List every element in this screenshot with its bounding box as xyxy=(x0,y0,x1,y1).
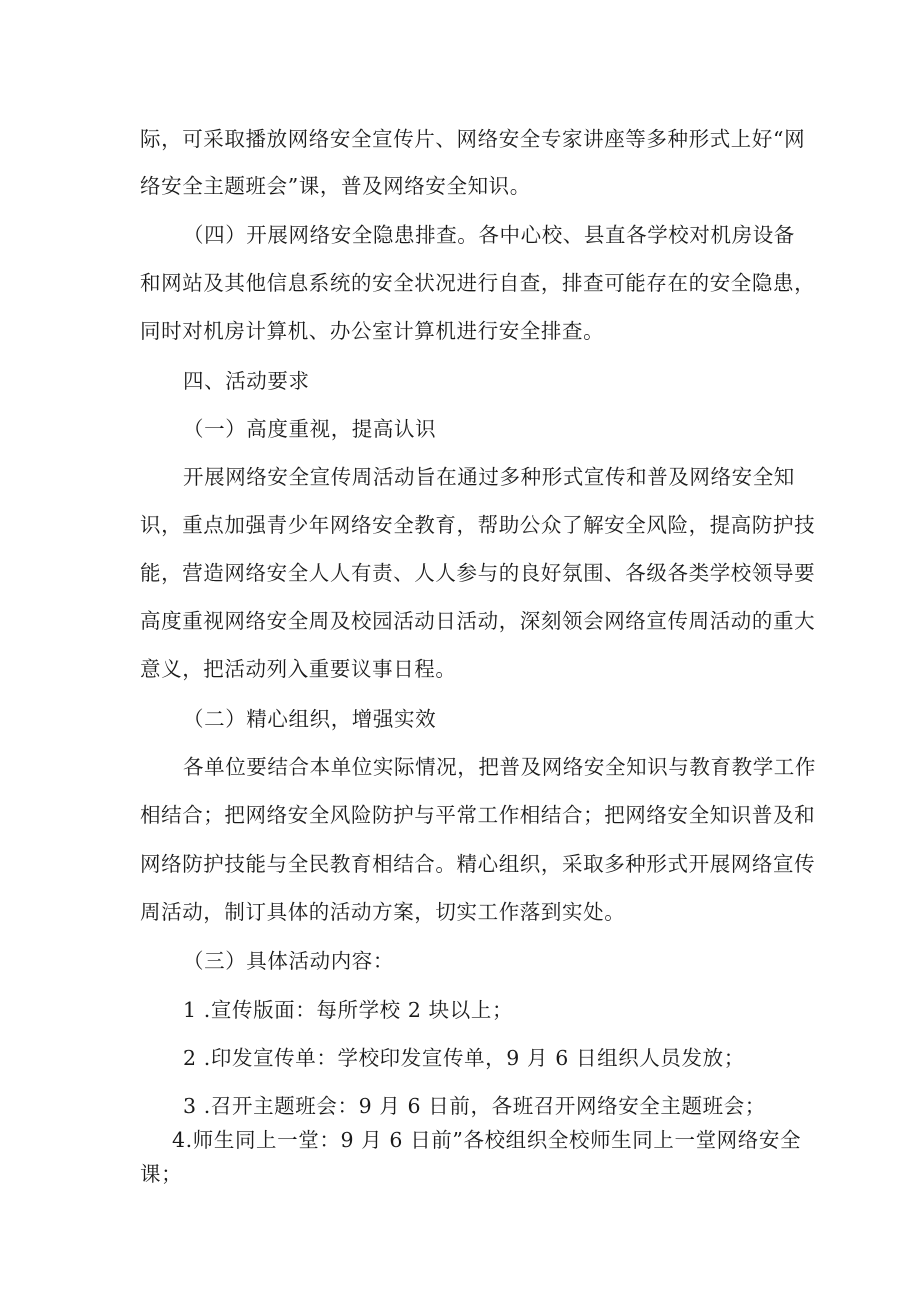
subsection-heading: （二）精心组织，增强实效 xyxy=(183,707,437,731)
list-item: 1 .宣传版面：每所学校 2 块以上； xyxy=(183,998,514,1022)
paragraph-line: 各单位要结合本单位实际情况，把普及网络安全知识与教育教学工作 xyxy=(183,755,816,779)
subsection-heading: （一）高度重视，提高认识 xyxy=(183,417,437,441)
paragraph-line: 能，营造网络安全人人有责、人人参与的良好氛围、各级各类学校领导要 xyxy=(140,561,816,585)
list-item: 3 .召开主题班会：9 月 6 日前，各班召开网络安全主题班会； xyxy=(183,1094,766,1118)
paragraph-line: 开展网络安全宣传周活动旨在通过多种形式宣传和普及网络安全知 xyxy=(183,465,795,489)
paragraph-line: （四）开展网络安全隐患排查。各中心校、县直各学校对机房设备 xyxy=(183,223,795,247)
list-item: 2 .印发宣传单：学校印发宣传单，9 月 6 日组织人员发放； xyxy=(183,1046,745,1070)
paragraph-line: 意义，把活动列入重要议事日程。 xyxy=(140,657,457,681)
paragraph-line: 识，重点加强青少年网络安全教育，帮助公众了解安全风险，提高防护技 xyxy=(140,513,816,537)
paragraph-line: 网络防护技能与全民教育相结合。精心组织，采取多种形式开展网络宣传 xyxy=(140,852,816,876)
paragraph-line: 络安全主题班会”课，普及网络安全知识。 xyxy=(140,174,531,198)
subsection-heading: （三）具体活动内容： xyxy=(183,949,394,973)
list-item-continuation: 课； xyxy=(140,1162,183,1186)
paragraph-line: 同时对机房计算机、办公室计算机进行安全排查。 xyxy=(140,319,605,343)
list-item: 4.师生同上一堂：9 月 6 日前”各校组织全校师生同上一堂网络安全 xyxy=(172,1128,802,1152)
paragraph-line: 际，可采取播放网络安全宣传片、网络安全专家讲座等多种形式上好“网 xyxy=(140,127,806,151)
paragraph-line: 相结合；把网络安全风险防护与平常工作相结合；把网络安全知识普及和 xyxy=(140,803,816,827)
paragraph-line: 和网站及其他信息系统的安全状况进行自查，排查可能存在的安全隐患， xyxy=(140,271,816,295)
paragraph-line: 高度重视网络安全周及校园活动日活动，深刻领会网络宣传周活动的重大 xyxy=(140,609,816,633)
section-heading: 四、活动要求 xyxy=(183,369,310,393)
paragraph-line: 周活动，制订具体的活动方案，切实工作落到实处。 xyxy=(140,900,626,924)
